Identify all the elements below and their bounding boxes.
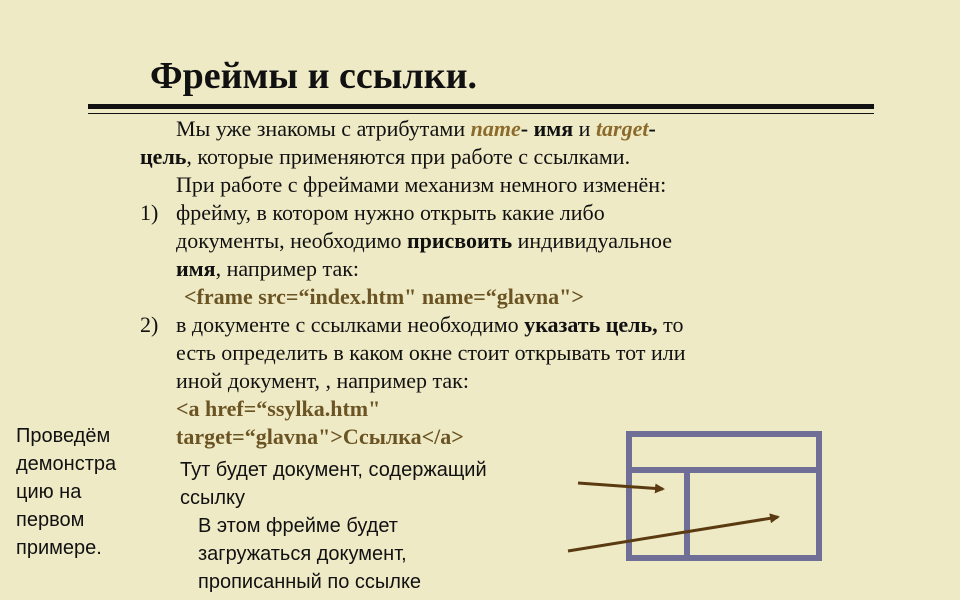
frame-left xyxy=(629,470,687,558)
frame-top xyxy=(629,434,819,470)
right-frame-caption-line: загружаться документ, xyxy=(198,543,407,565)
arrow-to-left-frame xyxy=(578,483,663,489)
item-2-number: 2) xyxy=(140,312,159,337)
frame-code-example: <frame src=“index.htm" name=“glavna"> xyxy=(184,284,584,309)
intro-line-2 xyxy=(140,143,630,171)
slide-title: Фреймы и ссылки. xyxy=(150,55,477,97)
right-frame-caption-line: прописанный по ссылке xyxy=(198,571,422,593)
title-rule-thick xyxy=(88,104,874,109)
frame-right xyxy=(687,470,819,558)
attr-target: target xyxy=(595,116,649,141)
item-2-line-2: есть определить в каком окне стоит открывать тот или xyxy=(176,340,686,365)
right-frame-caption xyxy=(198,512,498,596)
item-1-text-end: индивидуальное xyxy=(512,228,673,253)
right-frame-caption-line: В этом фрейме будет xyxy=(198,515,398,537)
item-1-line-2 xyxy=(176,227,672,255)
arrow-to-right-frame xyxy=(568,517,778,551)
frameset-outer xyxy=(629,434,819,558)
item-2-text: в документе с ссылками необходимо xyxy=(176,312,525,337)
left-frame-caption-line: Тут будет документ, содержащий xyxy=(180,459,487,481)
frameset-layout xyxy=(629,434,819,558)
item-1-example-intro: , например так: xyxy=(215,256,360,281)
intro-text: Мы уже знакомы с атрибутами xyxy=(176,116,471,141)
demo-note xyxy=(16,422,141,562)
item-1-line-1: фрейму, в котором нужно открыть какие либо xyxy=(176,200,605,225)
demo-note-line: Проведём xyxy=(16,425,111,447)
demo-note-line: первом xyxy=(16,509,85,531)
intro-line-3: При работе с фреймами механизм немного изменён: xyxy=(176,172,667,197)
item-1-text: документы, необходимо xyxy=(176,228,407,253)
item-1-name-word: имя xyxy=(176,256,216,281)
link-code-example-1: <a href=“ssylka.htm" xyxy=(176,396,381,421)
attr-name-meaning: - имя xyxy=(520,116,574,141)
item-1-number: 1) xyxy=(140,200,159,225)
left-frame-caption-line: ссылку xyxy=(180,487,246,509)
item-2-text-end: то xyxy=(657,312,684,337)
left-frame-caption xyxy=(180,456,570,512)
link-code-example-2: target=“glavna">Ссылка</a> xyxy=(176,424,464,449)
item-1-line-3 xyxy=(176,255,359,283)
title-rule-thin xyxy=(88,113,874,114)
intro-rest: , которые применяются при работе с ссылками. xyxy=(186,144,631,169)
item-2-emphasis: указать цель, xyxy=(524,312,658,337)
item-2-line-3: иной документ, , например так: xyxy=(176,368,469,393)
attr-name: name xyxy=(470,116,521,141)
demo-note-line: примере. xyxy=(16,537,102,559)
item-1-emphasis: присвоить xyxy=(406,228,513,253)
demo-note-line: демонстра xyxy=(16,453,117,475)
attr-target-meaning: цель xyxy=(140,144,187,169)
intro-line-1 xyxy=(176,115,656,143)
intro-and: и xyxy=(573,116,596,141)
item-2-line-1 xyxy=(176,311,684,339)
demo-note-line: цию на xyxy=(16,481,82,503)
attr-target-dash: - xyxy=(648,116,656,141)
